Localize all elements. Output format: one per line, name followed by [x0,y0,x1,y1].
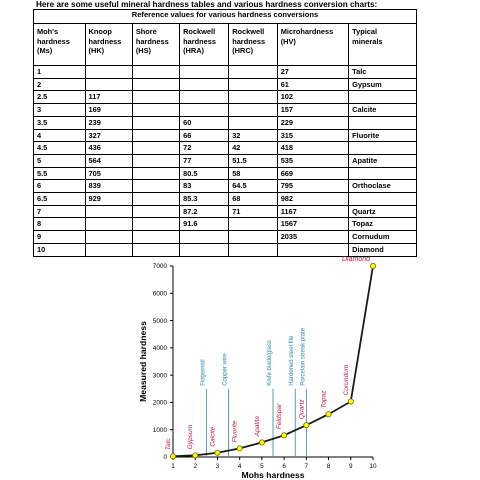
table-cell [85,78,132,91]
table-cell: 315 [277,129,348,142]
table-cell: 71 [229,205,278,218]
table-cell: 418 [277,142,348,155]
table-cell [180,91,229,104]
y-tick-label: 2000 [152,399,167,407]
data-point [282,433,287,438]
table-cell: 535 [277,154,348,167]
table-cell: Gypsum [349,78,417,91]
table-cell [229,104,278,117]
table-cell [85,231,132,244]
table-cell: 564 [85,154,132,167]
table-row [34,193,417,206]
table-cell: 8 [34,218,86,231]
table-row [34,167,417,180]
mineral-label: Gypsum [187,424,195,450]
x-tick-label: 10 [369,463,377,470]
table-cell: 77 [180,154,229,167]
table-row [34,129,417,142]
table-cell [132,116,179,129]
table-cell: 91.6 [180,218,229,231]
table-cell: 5 [34,154,86,167]
table-cell: Apatite [349,154,417,167]
table-cell: 64.5 [229,180,278,193]
table-caption-row [34,10,417,24]
column-header-line: (HV) [280,36,296,46]
mineral-label: Calcite [209,426,217,447]
table-row [34,142,417,155]
column-header-line: hardness [232,36,266,46]
x-tick-label: 2 [193,463,198,470]
table-row [34,218,417,231]
table-cell [85,218,132,231]
column-header-line: hardness [37,36,70,46]
table-cell: 3.5 [34,116,86,129]
x-axis-label: Mohs hardness [241,470,305,480]
table-cell [229,116,278,129]
table-cell [229,91,278,104]
x-tick-label: 6 [282,463,286,470]
data-point [193,453,198,458]
column-header-line [281,46,345,56]
table-cell: Calcite [349,104,417,117]
column-header-line: (HS) [135,46,152,56]
table-cell [85,66,132,79]
column-header [132,24,179,66]
mineral-label: Quartz [298,399,306,420]
data-point [259,440,264,445]
column-header-line: Moh's [37,27,59,36]
x-tick-label: 7 [304,463,309,470]
table-cell [229,218,278,231]
data-point [370,263,375,268]
column-header-line: (HRC) [232,46,254,56]
table-cell: 7 [34,205,86,218]
table-cell [132,66,179,79]
column-header-line: (Ms) [37,46,53,56]
table-cell: 436 [85,142,132,155]
table-cell: Quartz [349,205,417,218]
table-cell: 3 [34,104,86,117]
x-tick-label: 4 [237,463,242,470]
reference-label: Fingernail [200,359,207,386]
x-tick-label: 1 [171,463,175,470]
table-cell [180,231,229,244]
table-cell: 85.3 [180,193,229,206]
table-cell: 169 [85,104,132,117]
table-cell: 72 [180,142,229,155]
table-cell: 42 [229,142,278,155]
table-cell: 10 [34,243,86,256]
table-cell: 705 [85,167,132,180]
table-cell: 1167 [277,205,348,218]
column-header-line: hardness [88,36,122,46]
table-body [34,66,417,257]
mineral-label: Fluorite [231,420,239,443]
y-tick-label: 1000 [152,426,167,434]
table-cell: 117 [85,91,132,104]
table-cell: 1567 [277,218,348,231]
mohs-hardness-chart [0,250,480,480]
y-tick-label: 4000 [152,345,167,353]
table-row [34,231,417,244]
table-cell: 27 [277,66,348,79]
y-tick-label: 7000 [152,263,167,271]
column-header [85,24,132,66]
table-cell [180,104,229,117]
y-axis-label: Measured hardness [138,321,148,402]
table-cell [132,193,179,206]
x-tick-label: 3 [215,463,220,470]
table-cell: 5.5 [34,167,86,180]
table-caption: Reference values for various hardness conversions [34,10,417,24]
table-cell: 32 [229,129,278,142]
table-row [34,205,417,218]
column-header [277,24,348,66]
reference-label: Hardened steel file [289,335,296,386]
table-cell: 795 [277,180,348,193]
table-cell: 9 [34,231,86,244]
mineral-label: Feldspar [276,403,284,430]
table-cell [229,66,278,79]
column-header-line: Rockwell [183,27,216,36]
table-cell: 51.5 [229,154,278,167]
table-cell: 80.5 [180,167,229,180]
intro-text: Here are some useful mineral hardness tables and various hardness conversion charts: [36,0,378,9]
table-cell: 229 [277,116,348,129]
table-row [34,154,417,167]
table-cell: 4 [34,129,86,142]
data-point [237,446,242,451]
table-cell [132,167,179,180]
column-header [34,24,86,66]
table-cell: Orthoclase [349,180,417,193]
x-tick-label: 8 [326,463,331,470]
table-row [34,91,417,104]
data-point [326,412,331,417]
data-point [304,423,309,428]
table-cell: 87.2 [180,205,229,218]
table-cell: 2.5 [34,91,86,104]
table-row [34,78,417,91]
table-cell: 1 [34,66,86,79]
column-header-line: Typical [352,27,378,36]
table-cell [229,231,278,244]
column-header-line: hardness [183,36,216,46]
table-cell: Topaz [349,218,417,231]
table-cell: Talc [349,66,417,79]
table-cell [349,167,417,180]
y-tick-label: 0 [163,454,167,462]
column-header-line: minerals [352,36,383,46]
reference-label: Copper wire [222,353,229,386]
table-cell: Fluorite [349,129,417,142]
table-cell: 60 [180,116,229,129]
table-cell [180,78,229,91]
column-header [180,24,229,66]
column-header-line [352,46,413,56]
table-cell [349,116,417,129]
column-header-line: Rockwell [232,27,265,36]
table-cell [132,142,179,155]
table-row [34,104,417,117]
reference-label: Knife blade/glass [267,340,273,386]
table-cell: 83 [180,180,229,193]
table-cell: 157 [277,104,348,117]
table-cell [132,231,179,244]
table-cell [229,78,278,91]
column-header-line: hardness [135,36,169,46]
table-cell: 669 [277,167,348,180]
table-cell [132,78,179,91]
table-cell [85,205,132,218]
column-header [229,24,278,66]
mineral-label: Topaz [320,390,328,409]
table-row [34,180,417,193]
table-cell: 239 [85,116,132,129]
data-point [170,454,175,459]
table-cell: Cornudum [349,231,417,244]
x-tick-label: 5 [260,463,264,470]
table-cell: 327 [85,129,132,142]
table-cell: 982 [277,193,348,206]
mineral-label: Corundum [342,364,350,396]
table-cell [132,129,179,142]
table-cell [132,205,179,218]
column-header-line: (HRA) [183,46,205,56]
table-cell [180,66,229,79]
table-row [34,66,417,79]
table-cell: 4.5 [34,142,86,155]
table-cell: 102 [277,91,348,104]
table-cell: 68 [229,193,278,206]
table-cell [132,218,179,231]
table-cell [132,104,179,117]
table-cell: 61 [277,78,348,91]
table-row [34,116,417,129]
table-cell [349,91,417,104]
table-cell: 2 [34,78,86,91]
mineral-label: Diamond [341,256,370,263]
mineral-label: Apatite [253,415,261,437]
y-tick-label: 6000 [152,290,167,298]
column-header-line: Microhardness [280,27,334,36]
table-cell: 58 [229,167,278,180]
table-cell [349,193,417,206]
table-cell: 2035 [277,231,348,244]
data-point [348,399,353,404]
data-point [215,450,220,455]
mineral-label: Talc [165,438,172,451]
column-header-line: Knoop [88,27,112,36]
column-header-line: (HK) [88,46,105,56]
table-cell [349,142,417,155]
table-cell: 929 [85,193,132,206]
table-cell: 66 [180,129,229,142]
table-cell: Diamond [349,243,417,256]
hardness-conversion-table [33,9,417,257]
y-tick-label: 3000 [152,372,167,380]
table-cell [132,91,179,104]
table-cell: 839 [85,180,132,193]
column-header [349,24,417,66]
table-cell [132,180,179,193]
x-tick-label: 9 [348,463,353,470]
table-header-row [34,24,417,66]
column-header-line: Shore [135,27,157,36]
table-cell: 6 [34,180,86,193]
y-tick-label: 5000 [152,317,167,325]
reference-label: Porcelain streak plate [300,328,307,386]
table-cell: 6.5 [34,193,86,206]
table-cell [132,154,179,167]
